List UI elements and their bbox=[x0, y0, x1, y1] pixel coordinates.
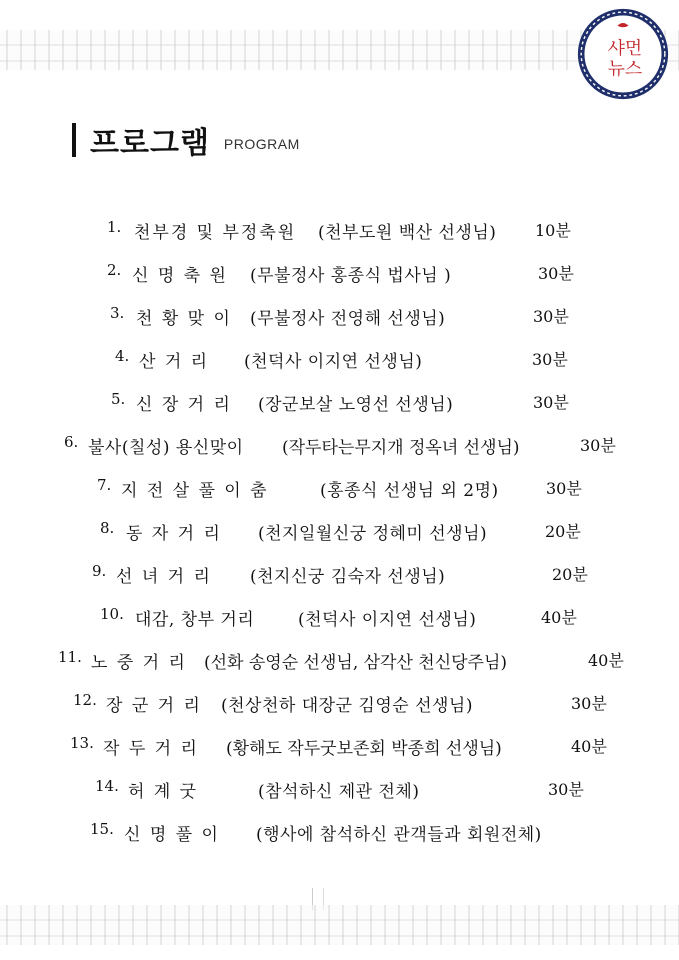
item-name: 지 전 살 풀 이 춤 bbox=[121, 481, 269, 501]
program-item bbox=[0, 597, 679, 637]
item-name: 장 군 거 리 bbox=[106, 696, 202, 716]
item-duration: 40분 bbox=[588, 651, 624, 670]
item-number: 1. bbox=[107, 218, 122, 236]
heading-bar bbox=[72, 123, 76, 157]
item-name: 노 중 거 리 bbox=[91, 653, 187, 673]
program-item bbox=[0, 468, 679, 508]
item-name: 신 장 거 리 bbox=[136, 395, 232, 415]
item-duration: 20분 bbox=[552, 565, 588, 584]
item-number: 9. bbox=[92, 562, 107, 580]
item-host: (선화 송영순 선생님, 삼각산 천신당주님) bbox=[204, 653, 508, 673]
item-number: 13. bbox=[70, 734, 94, 752]
item-number: 14. bbox=[95, 777, 119, 795]
item-number: 10. bbox=[100, 605, 124, 623]
item-name: 신 명 풀 이 bbox=[124, 825, 220, 845]
item-name: 동 자 거 리 bbox=[126, 524, 222, 544]
item-host: (홍종식 선생님 외 2명) bbox=[320, 481, 499, 501]
item-name: 신 명 축 원 bbox=[132, 266, 228, 286]
item-duration: 30분 bbox=[538, 264, 574, 283]
item-duration: 40분 bbox=[541, 608, 577, 627]
item-duration: 20분 bbox=[545, 522, 581, 541]
logo-text-top: 샤먼 bbox=[607, 38, 643, 59]
program-item bbox=[0, 683, 679, 723]
logo-text-bottom: 뉴스 bbox=[607, 58, 643, 80]
item-duration: 30분 bbox=[580, 436, 616, 455]
program-item bbox=[0, 769, 679, 809]
item-number: 12. bbox=[73, 691, 97, 709]
heading-title: 프로그램 bbox=[90, 126, 210, 161]
item-host: (행사에 참석하신 관객들과 회원전체) bbox=[256, 825, 542, 845]
program-item bbox=[0, 425, 679, 465]
program-item bbox=[0, 726, 679, 766]
item-number: 8. bbox=[100, 519, 115, 537]
shaman-news-logo bbox=[576, 7, 670, 101]
item-host: (작두타는무지개 정옥녀 선생님) bbox=[282, 438, 520, 458]
item-host: (천덕사 이지연 선생님) bbox=[298, 610, 477, 630]
item-name: 작 두 거 리 bbox=[103, 739, 199, 759]
heading-subtitle: PROGRAM bbox=[223, 136, 300, 152]
item-duration: 30분 bbox=[533, 307, 569, 326]
item-duration: 30분 bbox=[533, 393, 569, 412]
item-host: (천상천하 대장군 김영순 선생님) bbox=[221, 696, 473, 716]
program-item bbox=[0, 812, 679, 852]
item-name: 천 황 맞 이 bbox=[136, 309, 232, 329]
item-host: (무불정사 전영해 선생님) bbox=[250, 309, 446, 329]
program-item bbox=[0, 382, 679, 422]
item-name: 선 녀 거 리 bbox=[116, 567, 212, 587]
item-host: (천지신궁 김숙자 선생님) bbox=[250, 567, 446, 587]
item-host: (천덕사 이지연 선생님) bbox=[244, 352, 423, 372]
program-heading bbox=[72, 118, 300, 162]
item-number: 11. bbox=[58, 648, 82, 666]
item-number: 2. bbox=[107, 261, 122, 279]
item-name: 대감, 창부 거리 bbox=[135, 610, 255, 630]
item-name: 산 거 리 bbox=[139, 352, 210, 372]
item-host: (천부도원 백산 선생님) bbox=[318, 223, 497, 243]
item-number: 4. bbox=[115, 347, 130, 365]
program-item bbox=[0, 210, 679, 250]
item-number: 6. bbox=[64, 433, 79, 451]
program-item bbox=[0, 554, 679, 594]
item-number: 3. bbox=[110, 304, 125, 322]
program-item bbox=[0, 253, 679, 293]
program-item bbox=[0, 296, 679, 336]
item-duration: 30분 bbox=[571, 694, 607, 713]
item-host: (천지일월신궁 정혜미 선생님) bbox=[258, 524, 488, 544]
item-number: 7. bbox=[97, 476, 112, 494]
item-host: (참석하신 제관 전체) bbox=[258, 782, 420, 802]
item-host: (장군보살 노영선 선생님) bbox=[258, 395, 454, 415]
item-name: 불사(칠성) 용신맞이 bbox=[88, 438, 244, 458]
item-duration: 30분 bbox=[546, 479, 582, 498]
item-duration: 30분 bbox=[548, 780, 584, 799]
program-item bbox=[0, 339, 679, 379]
program-item bbox=[0, 511, 679, 551]
item-duration: 10분 bbox=[535, 221, 571, 240]
item-duration: 30분 bbox=[532, 350, 568, 369]
item-duration: 40분 bbox=[571, 737, 607, 756]
program-item bbox=[0, 640, 679, 680]
item-number: 15. bbox=[90, 820, 114, 838]
item-number: 5. bbox=[111, 390, 126, 408]
item-name: 허 계 굿 bbox=[128, 782, 199, 802]
bottom-border-pattern bbox=[0, 905, 679, 945]
item-name: 천부경 및 부정축원 bbox=[134, 223, 297, 243]
item-host: (무불정사 홍종식 법사님 ) bbox=[250, 266, 452, 286]
item-host: (황해도 작두굿보존회 박종희 선생님) bbox=[226, 739, 502, 759]
